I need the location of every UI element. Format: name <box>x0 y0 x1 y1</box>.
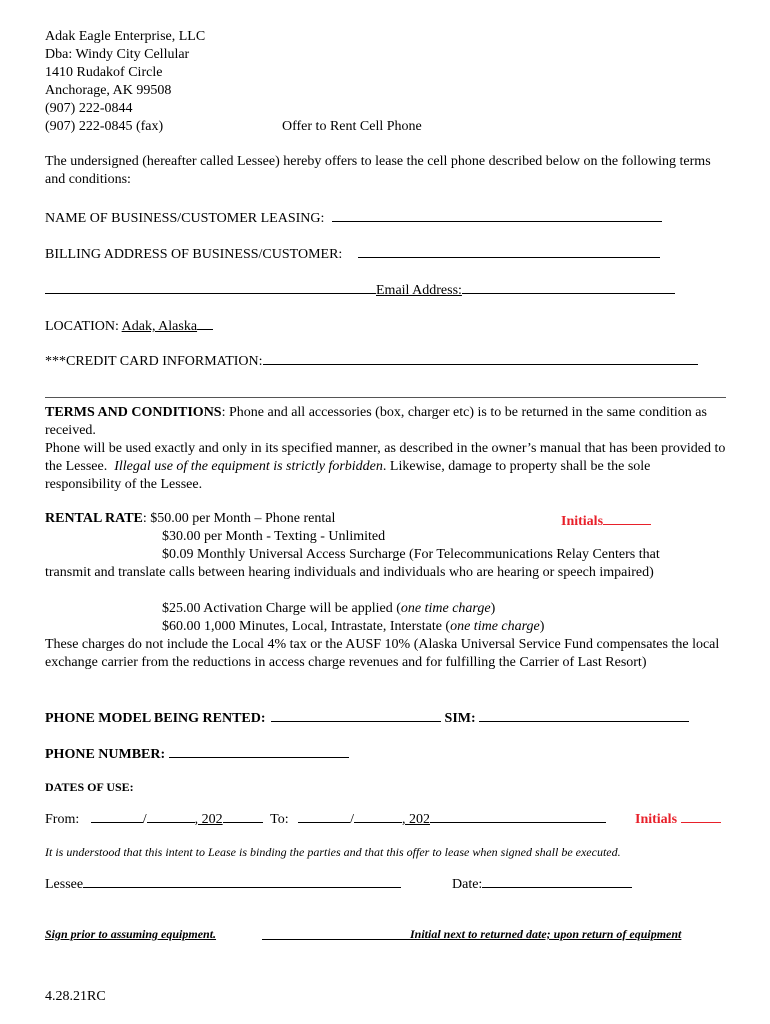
intro-paragraph: The undersigned (hereafter called Lessee) hereby offers to lease the cell phone described below on the following terms and conditions: <box>45 154 711 187</box>
phone-number-field[interactable] <box>169 743 349 758</box>
rental-rate-surcharge-cont: transmit and translate calls between hearing individuals and individuals who are hearing or speech impaired) <box>45 565 654 580</box>
company-dba: Dba: Windy City Cellular <box>45 47 190 62</box>
billing-address-label: BILLING ADDRESS OF BUSINESS/CUSTOMER: <box>45 247 343 262</box>
rental-rate-heading: RENTAL RATE <box>45 511 143 526</box>
lessee-row <box>45 873 401 894</box>
initial-next-note: Initial next to returned date; upon return of equipment <box>410 927 682 941</box>
dates-of-use-label: DATES OF USE: <box>45 780 134 794</box>
lessee-signature-field[interactable] <box>83 873 401 888</box>
rental-rate-activation <box>162 600 495 618</box>
phone-number-label: PHONE NUMBER: <box>45 747 166 762</box>
phone-model-field[interactable] <box>271 707 441 722</box>
rental-initials-field[interactable] <box>603 510 651 525</box>
rental-initials <box>561 510 651 531</box>
location-label: LOCATION: <box>45 319 119 334</box>
activation-text: $25.00 Activation Charge will be applied ( <box>162 601 401 616</box>
customer-name-label: NAME OF BUSINESS/CUSTOMER LEASING: <box>45 211 325 226</box>
credit-card-row <box>45 350 698 371</box>
date-field[interactable] <box>482 873 632 888</box>
terms-text-1: : Phone and all accessories (box, charger etc) is to be returned in the same condition as received. <box>45 405 707 438</box>
location-field-tail <box>197 315 213 330</box>
from-slash: / <box>142 812 147 827</box>
dates-initials <box>635 808 721 829</box>
to-slash: / <box>350 812 354 827</box>
phone-model-row <box>45 707 689 728</box>
document-title: Offer to Rent Cell Phone <box>282 119 422 134</box>
from-month-field[interactable] <box>91 808 143 823</box>
location-value: Adak, Alaska <box>121 319 198 334</box>
sign-prior-note: Sign prior to assuming equipment. <box>45 927 217 941</box>
phone-model-label: PHONE MODEL BEING RENTED: <box>45 711 266 726</box>
company-fax: (907) 222-0845 (fax) <box>45 119 164 134</box>
customer-name-row <box>45 207 662 228</box>
sim-field[interactable] <box>479 707 689 722</box>
terms-heading: TERMS AND CONDITIONS <box>45 405 222 420</box>
address-line-field[interactable] <box>45 279 376 294</box>
minutes-note: one time charge <box>450 619 540 634</box>
company-street: 1410 Rudakof Circle <box>45 65 163 80</box>
email-field[interactable] <box>462 279 675 294</box>
to-year-field[interactable] <box>430 808 606 823</box>
to-year-prefix: , 202 <box>401 812 430 827</box>
from-day-field[interactable] <box>147 808 195 823</box>
dates-initials-field[interactable] <box>681 808 721 823</box>
rental-rate-line-1 <box>45 510 335 528</box>
from-year-field[interactable] <box>223 808 263 823</box>
billing-address-row <box>45 243 660 264</box>
rental-rate-surcharge: $0.09 Monthly Universal Access Surcharge (For Telecommunications Relay Centers that <box>162 547 660 562</box>
dates-initials-label: Initials <box>635 812 678 827</box>
minutes-text: $60.00 1,000 Minutes, Local, Intrastate, Interstate ( <box>162 619 451 634</box>
to-day-field[interactable] <box>354 808 402 823</box>
sign-prior-line <box>262 925 412 940</box>
terms-text-3: . Likewise, damage to property shall be the sole responsibility of the Lessee. <box>45 459 651 492</box>
sim-label: SIM: <box>444 711 476 726</box>
phone-number-row <box>45 743 349 764</box>
activation-close: ) <box>490 601 496 616</box>
rental-rate-phone: : $50.00 per Month – Phone rental <box>142 511 336 526</box>
date-row <box>452 873 632 894</box>
terms-illegal-use: Illegal use of the equipment is strictly forbidden <box>114 459 383 474</box>
rental-rate-texting: $30.00 per Month - Texting - Unlimited <box>162 529 386 544</box>
company-phone: (907) 222-0844 <box>45 101 133 116</box>
to-month-field[interactable] <box>298 808 350 823</box>
from-year-prefix: , 202 <box>194 812 223 827</box>
email-label: Email Address: <box>376 283 462 298</box>
customer-name-field[interactable] <box>332 207 662 222</box>
minutes-close: ) <box>539 619 545 634</box>
rental-initials-label: Initials <box>561 514 604 529</box>
company-city: Anchorage, AK 99508 <box>45 83 172 98</box>
billing-address-field[interactable] <box>358 243 660 258</box>
agreement-text: It is understood that this intent to Lease is binding the parties and that this offer to lease when signed shall be executed. <box>45 845 621 859</box>
email-row <box>45 279 675 300</box>
date-label: Date: <box>452 877 483 892</box>
credit-card-field[interactable] <box>263 350 698 365</box>
terms-paragraph <box>45 404 730 494</box>
credit-card-label: ***CREDIT CARD INFORMATION: <box>45 354 263 369</box>
rental-rate-minutes <box>162 618 544 636</box>
version-code: 4.28.21RC <box>45 989 106 1004</box>
terms-text-2: Phone will be used exactly and only in its specified manner, as described in the owner’s manual that has been provided to the Lessee. <box>45 441 726 474</box>
charges-note: These charges do not include the Local 4% tax or the AUSF 10% (Alaska Universal Service Fund compensates the local exchange carrier from the reductions in access charge revenues and for fulfilling the Carrier of Last Resort) <box>45 637 720 670</box>
section-divider <box>45 397 726 398</box>
lessee-label: Lessee <box>45 877 84 892</box>
company-name: Adak Eagle Enterprise, LLC <box>45 29 206 44</box>
location-row <box>45 315 213 336</box>
from-label: From: <box>45 812 80 827</box>
to-label: To: <box>270 812 289 827</box>
activation-note: one time charge <box>400 601 491 616</box>
dates-row <box>45 808 606 829</box>
